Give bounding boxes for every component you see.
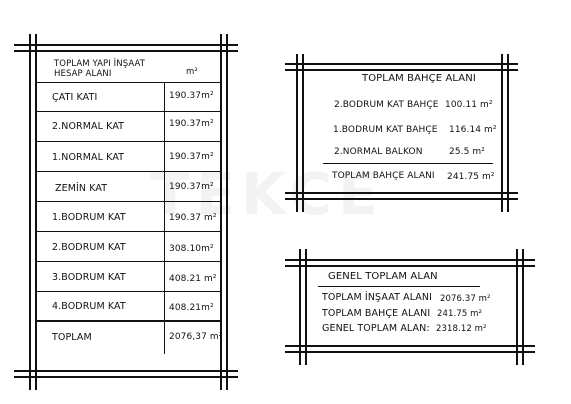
row-value: 2076.37 m² — [440, 294, 491, 304]
row-separator — [36, 291, 220, 292]
frame-line — [285, 69, 518, 71]
column-divider — [164, 322, 165, 354]
row-label: 2.BODRUM KAT BAHÇE — [334, 100, 439, 110]
row-value: 408.21 m² — [169, 274, 217, 284]
row-label: GENEL TOPLAM ALAN: — [322, 323, 430, 334]
row-separator — [36, 231, 220, 232]
frame-line — [29, 34, 31, 390]
table-header-label: TOPLAM YAPI İNŞAAT — [54, 59, 146, 69]
row-label: TOPLAM BAHÇE ALANI — [322, 308, 431, 319]
frame-line — [285, 198, 518, 200]
row-separator — [36, 82, 220, 83]
panel-title: GENEL TOPLAM ALAN — [328, 271, 438, 282]
frame-line — [226, 34, 228, 390]
row-label: 1.BODRUM KAT BAHÇE — [333, 125, 438, 135]
frame-line — [285, 345, 535, 347]
row-label: 1.NORMAL KAT — [52, 152, 125, 163]
frame-line — [296, 54, 298, 212]
row-separator — [36, 111, 220, 112]
frame-line — [285, 265, 535, 267]
frame-line — [507, 54, 509, 212]
total-label: TOPLAM — [52, 332, 92, 343]
row-label: TOPLAM İNŞAAT ALANI — [322, 292, 433, 303]
title-underline — [318, 286, 480, 287]
frame-line — [299, 249, 301, 365]
row-value: 25.5 m² — [449, 147, 485, 157]
frame-line — [522, 249, 524, 365]
row-label: 1.BODRUM KAT — [52, 212, 126, 223]
table-header-label: HESAP ALANI — [54, 69, 112, 79]
frame-line — [35, 34, 37, 390]
table-header-unit: m² — [186, 67, 198, 77]
total-label: TOPLAM BAHÇE ALANI — [332, 171, 435, 181]
row-label: 2.NORMAL KAT — [52, 121, 125, 132]
panel-title: TOPLAM BAHÇE ALANI — [362, 73, 476, 84]
row-label: ÇATI KATI — [52, 92, 98, 103]
row-value: 308.10m² — [169, 244, 214, 254]
total-value: 2076,37 m² — [169, 332, 223, 342]
row-label: ZEMİN KAT — [55, 183, 108, 194]
frame-line — [501, 54, 503, 212]
frame-line — [14, 50, 238, 52]
row-value: 190.37m² — [169, 152, 214, 162]
row-value: 2318.12 m² — [436, 324, 487, 334]
row-label: 3.BODRUM KAT — [52, 272, 126, 283]
row-separator — [36, 141, 220, 142]
row-value: 100.11 m² — [445, 100, 493, 110]
row-value: 190.37m² — [169, 119, 214, 129]
row-separator — [36, 320, 220, 322]
row-value: 190.37m² — [169, 182, 214, 192]
total-separator — [323, 163, 493, 164]
row-value: 241.75 m² — [437, 309, 483, 319]
frame-line — [285, 192, 518, 194]
frame-line — [285, 259, 535, 261]
frame-line — [305, 249, 307, 365]
row-value: 408.21m² — [169, 303, 214, 313]
row-separator — [36, 171, 220, 172]
frame-line — [14, 44, 238, 46]
frame-line — [285, 351, 535, 353]
frame-line — [516, 249, 518, 365]
frame-line — [14, 370, 238, 372]
row-value: 116.14 m² — [449, 125, 497, 135]
frame-line — [14, 376, 238, 378]
row-value: 190.37 m² — [169, 213, 217, 223]
row-separator — [36, 201, 220, 202]
row-separator — [36, 261, 220, 262]
row-label: 4.BODRUM KAT — [52, 301, 126, 312]
row-value: 190.37m² — [169, 91, 214, 101]
row-label: 2.NORMAL BALKON — [334, 147, 423, 157]
total-value: 241.75 m² — [447, 172, 495, 182]
frame-line — [285, 63, 518, 65]
frame-line — [302, 54, 304, 212]
row-label: 2.BODRUM KAT — [52, 242, 126, 253]
